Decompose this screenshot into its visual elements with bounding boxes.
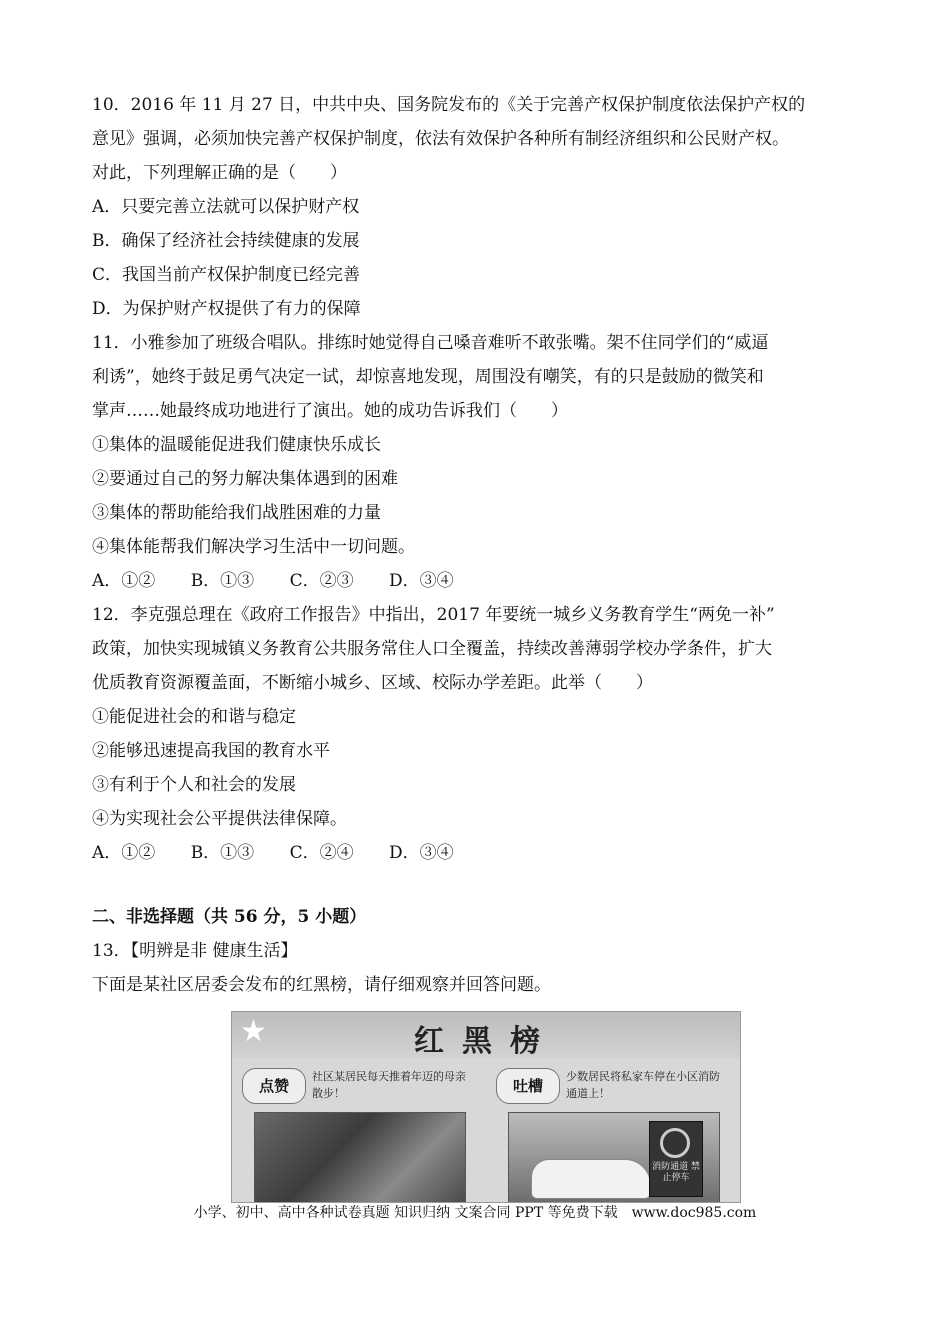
question-text-line: 优质教育资源覆盖面，不断缩小城乡、区域、校际办学差距。此举（ ） [92, 673, 653, 693]
question-text-line: 政策，加快实现城镇义务教育公共服务常住人口全覆盖，持续改善薄弱学校办学条件，扩大 [92, 639, 772, 659]
question-text-line: 利诱”，她终于鼓足勇气决定一试，却惊喜地发现，周围没有嘲笑，有的只是鼓励的微笑和 [92, 367, 764, 387]
question-11 [92, 326, 882, 598]
praise-tag: 点赞 [242, 1068, 306, 1104]
choice-a: A．①② [92, 571, 156, 591]
elderly-mother-photo [254, 1112, 466, 1203]
complaint-tag: 吐槽 [496, 1068, 560, 1104]
choice-c: C．②④ [289, 843, 354, 863]
complaint-caption: 少数居民将私家车停在小区消防通道上！ [566, 1070, 720, 1100]
question-13-intro: 下面是某社区居委会发布的红黑榜，请仔细观察并回答问题。 [92, 975, 551, 995]
car-icon [531, 1159, 651, 1199]
no-parking-icon [660, 1128, 690, 1158]
choice-b: B．①③ [190, 571, 255, 591]
poster-title: 红黑榜 [414, 1024, 558, 1059]
question-13-title: 13．【明辨是非 健康生活】 [92, 941, 298, 961]
section-heading: 二、非选择题（共 56 分，5 小题） [92, 907, 367, 927]
complaint-panel [490, 1064, 734, 1202]
choice-a: A．①② [92, 843, 156, 863]
statement-item: ①能促进社会的和谐与稳定 [92, 707, 296, 727]
answer-choices [92, 836, 882, 870]
question-text-line: 掌声……她最终成功地进行了演出。她的成功告诉我们（ ） [92, 401, 568, 421]
question-text-line: 对此，下列理解正确的是（ ） [92, 163, 347, 183]
star-icon: ★ [240, 1014, 267, 1049]
red-black-list-poster [231, 1011, 741, 1203]
page-footer: 小学、初中、高中各种试卷真题 知识归纳 文案合同 PPT 等免费下载 www.doc985.com [193, 1205, 757, 1221]
answer-choices [92, 564, 882, 598]
statement-item: ④为实现社会公平提供法律保障。 [92, 809, 347, 829]
statement-item: ②能够迅速提高我国的教育水平 [92, 741, 330, 761]
praise-panel [236, 1064, 480, 1202]
parked-car-photo [508, 1112, 720, 1203]
statement-item: ④集体能帮我们解决学习生活中一切问题。 [92, 537, 415, 557]
statement-item: ①集体的温暖能促进我们健康快乐成长 [92, 435, 381, 455]
no-parking-sign [649, 1121, 703, 1197]
choice-c: C．②③ [289, 571, 354, 591]
statement-item: ③集体的帮助能给我们战胜困难的力量 [92, 503, 381, 523]
statement-item: ③有利于个人和社会的发展 [92, 775, 296, 795]
choice-b: B．①③ [190, 843, 255, 863]
option-a: A．只要完善立法就可以保护财产权 [92, 197, 360, 217]
sign-text: 消防通道 禁止停车 [652, 1162, 700, 1183]
option-b: B．确保了经济社会持续健康的发展 [92, 231, 360, 251]
question-12 [92, 598, 882, 870]
choice-d: D．③④ [389, 843, 454, 863]
option-d: D．为保护财产权提供了有力的保障 [92, 299, 361, 319]
question-10 [92, 88, 882, 326]
question-text-line: 意见》强调，必须加快完善产权保护制度，依法有效保护各种所有制经济组织和公民财产权。 [92, 129, 789, 149]
choice-d: D．③④ [389, 571, 454, 591]
question-text-line: 10．2016 年 11 月 27 日，中共中央、国务院发布的《关于完善产权保护制度依法保护产权的 [92, 95, 806, 115]
exam-content [92, 88, 882, 1002]
question-text-line: 11．小雅参加了班级合唱队。排练时她觉得自己嗓音难听不敢张嘴。架不住同学们的“威逼 [92, 333, 769, 353]
praise-caption: 社区某居民每天推着年迈的母亲散步！ [312, 1070, 466, 1100]
option-c: C．我国当前产权保护制度已经完善 [92, 265, 361, 285]
question-text-line: 12．李克强总理在《政府工作报告》中指出，2017 年要统一城乡义务教育学生“两免一补” [92, 605, 775, 625]
statement-item: ②要通过自己的努力解决集体遇到的困难 [92, 469, 398, 489]
